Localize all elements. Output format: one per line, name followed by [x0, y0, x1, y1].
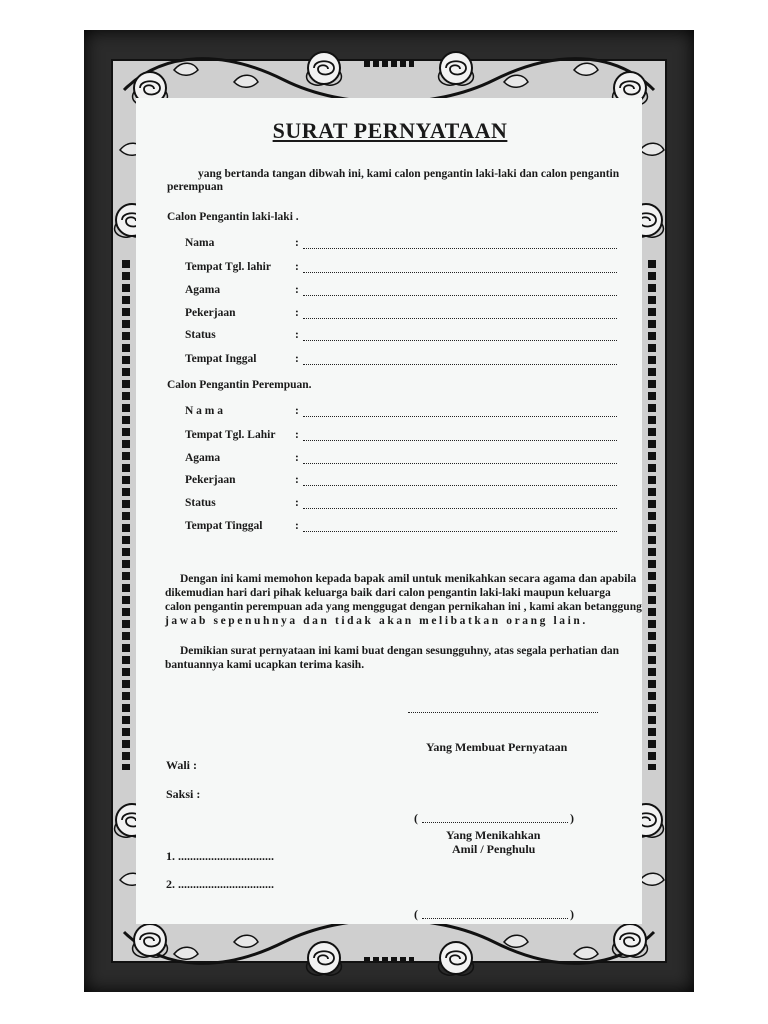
- bride-religion-row: [185, 452, 617, 468]
- groom-status-field[interactable]: [303, 340, 617, 341]
- paragraph-1-line-2: dikemudian hari dari pihak keluarga baik dari calon pengantin laki-laki maupun keluarga: [165, 587, 611, 599]
- maker-label: Yang Membuat Pernyataan: [426, 740, 568, 754]
- field-label: Agama: [185, 452, 221, 464]
- groom-job-field[interactable]: [303, 318, 617, 319]
- wali-signature-line[interactable]: [422, 918, 568, 919]
- paren-open-2: (: [414, 907, 418, 921]
- groom-name-row: [185, 237, 617, 253]
- field-colon: :: [295, 237, 299, 249]
- paren-close-2: ): [570, 907, 574, 921]
- bride-job-row: [185, 474, 617, 490]
- witness-2-line[interactable]: 2. ................................: [166, 877, 274, 891]
- field-colon: :: [295, 497, 299, 509]
- document-title: SURAT PERNYATAAN: [272, 118, 508, 143]
- field-label: Tempat Tgl. lahir: [185, 261, 271, 273]
- field-colon: :: [295, 452, 299, 464]
- bride-name-row: [185, 405, 617, 421]
- bride-name-field[interactable]: [303, 416, 617, 417]
- bride-status-row: [185, 497, 617, 513]
- field-colon: :: [295, 284, 299, 296]
- field-label: Nama: [185, 237, 215, 249]
- groom-heading: Calon Pengantin laki-laki .: [167, 211, 299, 223]
- field-colon: :: [295, 520, 299, 532]
- paren-close: ): [570, 811, 574, 825]
- field-colon: :: [295, 261, 299, 273]
- bride-status-field[interactable]: [303, 508, 617, 509]
- groom-address-row: [185, 353, 617, 369]
- bride-address-field[interactable]: [303, 531, 617, 532]
- bride-religion-field[interactable]: [303, 463, 617, 464]
- paragraph-2-line-1: Demikian surat pernyataan ini kami buat dengan sesungguhny, atas segala perhatian dan: [180, 645, 620, 657]
- groom-religion-field[interactable]: [303, 295, 617, 296]
- witness-1-line[interactable]: 1. ................................: [166, 849, 274, 863]
- groom-birth-field[interactable]: [303, 272, 617, 273]
- paragraph-1-line-3: calon pengantin perempuan ada yang menggugat dengan pernikahan ini , kami akan betanggung: [165, 601, 642, 613]
- groom-birth-row: [185, 261, 617, 277]
- field-colon: :: [295, 429, 299, 441]
- bride-address-row: [185, 520, 617, 536]
- wali-label: Wali :: [166, 758, 198, 772]
- field-colon: :: [295, 307, 299, 319]
- groom-address-field[interactable]: [303, 364, 617, 365]
- field-label: Tempat Tgl. Lahir: [185, 429, 276, 441]
- field-colon: :: [295, 405, 299, 417]
- bride-birth-row: [185, 429, 617, 445]
- groom-status-row: [185, 329, 617, 345]
- amil-label: Amil / Penghulu: [452, 842, 536, 856]
- saksi-label: Saksi :: [166, 787, 201, 801]
- field-colon: :: [295, 329, 299, 341]
- groom-religion-row: [185, 284, 617, 300]
- field-colon: :: [295, 353, 299, 365]
- paragraph-2-line-2: bantuannya kami ucapkan terima kasih.: [165, 659, 365, 671]
- field-label: Tempat Tinggal: [185, 520, 263, 532]
- field-label: Pekerjaan: [185, 474, 236, 486]
- field-label: Agama: [185, 284, 221, 296]
- groom-name-field[interactable]: [303, 248, 617, 249]
- field-label: Tempat Inggal: [185, 353, 257, 365]
- field-label: Pekerjaan: [185, 307, 236, 319]
- groom-job-row: [185, 307, 617, 323]
- bride-heading: Calon Pengantin Perempuan.: [167, 379, 312, 391]
- paren-open: (: [414, 811, 418, 825]
- field-label: N a m a: [185, 405, 224, 417]
- field-label: Status: [185, 329, 216, 341]
- bride-job-field[interactable]: [303, 485, 617, 486]
- bride-birth-field[interactable]: [303, 440, 617, 441]
- field-label: Status: [185, 497, 216, 509]
- marrying-label: Yang Menikahkan: [446, 828, 541, 842]
- intro-line-2: perempuan: [167, 181, 224, 193]
- paragraph-1-line-1: Dengan ini kami memohon kepada bapak amil untuk menikahkan secara agama dan apabila: [180, 573, 637, 585]
- paragraph-1-line-4: jawab sepenuhnya dan tidak akan melibatkan orang lain.: [165, 615, 588, 627]
- field-colon: :: [295, 474, 299, 486]
- maker-signature-line[interactable]: [408, 712, 598, 713]
- amil-signature-line[interactable]: [422, 822, 568, 823]
- intro-line-1: yang bertanda tangan dibwah ini, kami calon pengantin laki-laki dan calon pengantin: [198, 168, 620, 180]
